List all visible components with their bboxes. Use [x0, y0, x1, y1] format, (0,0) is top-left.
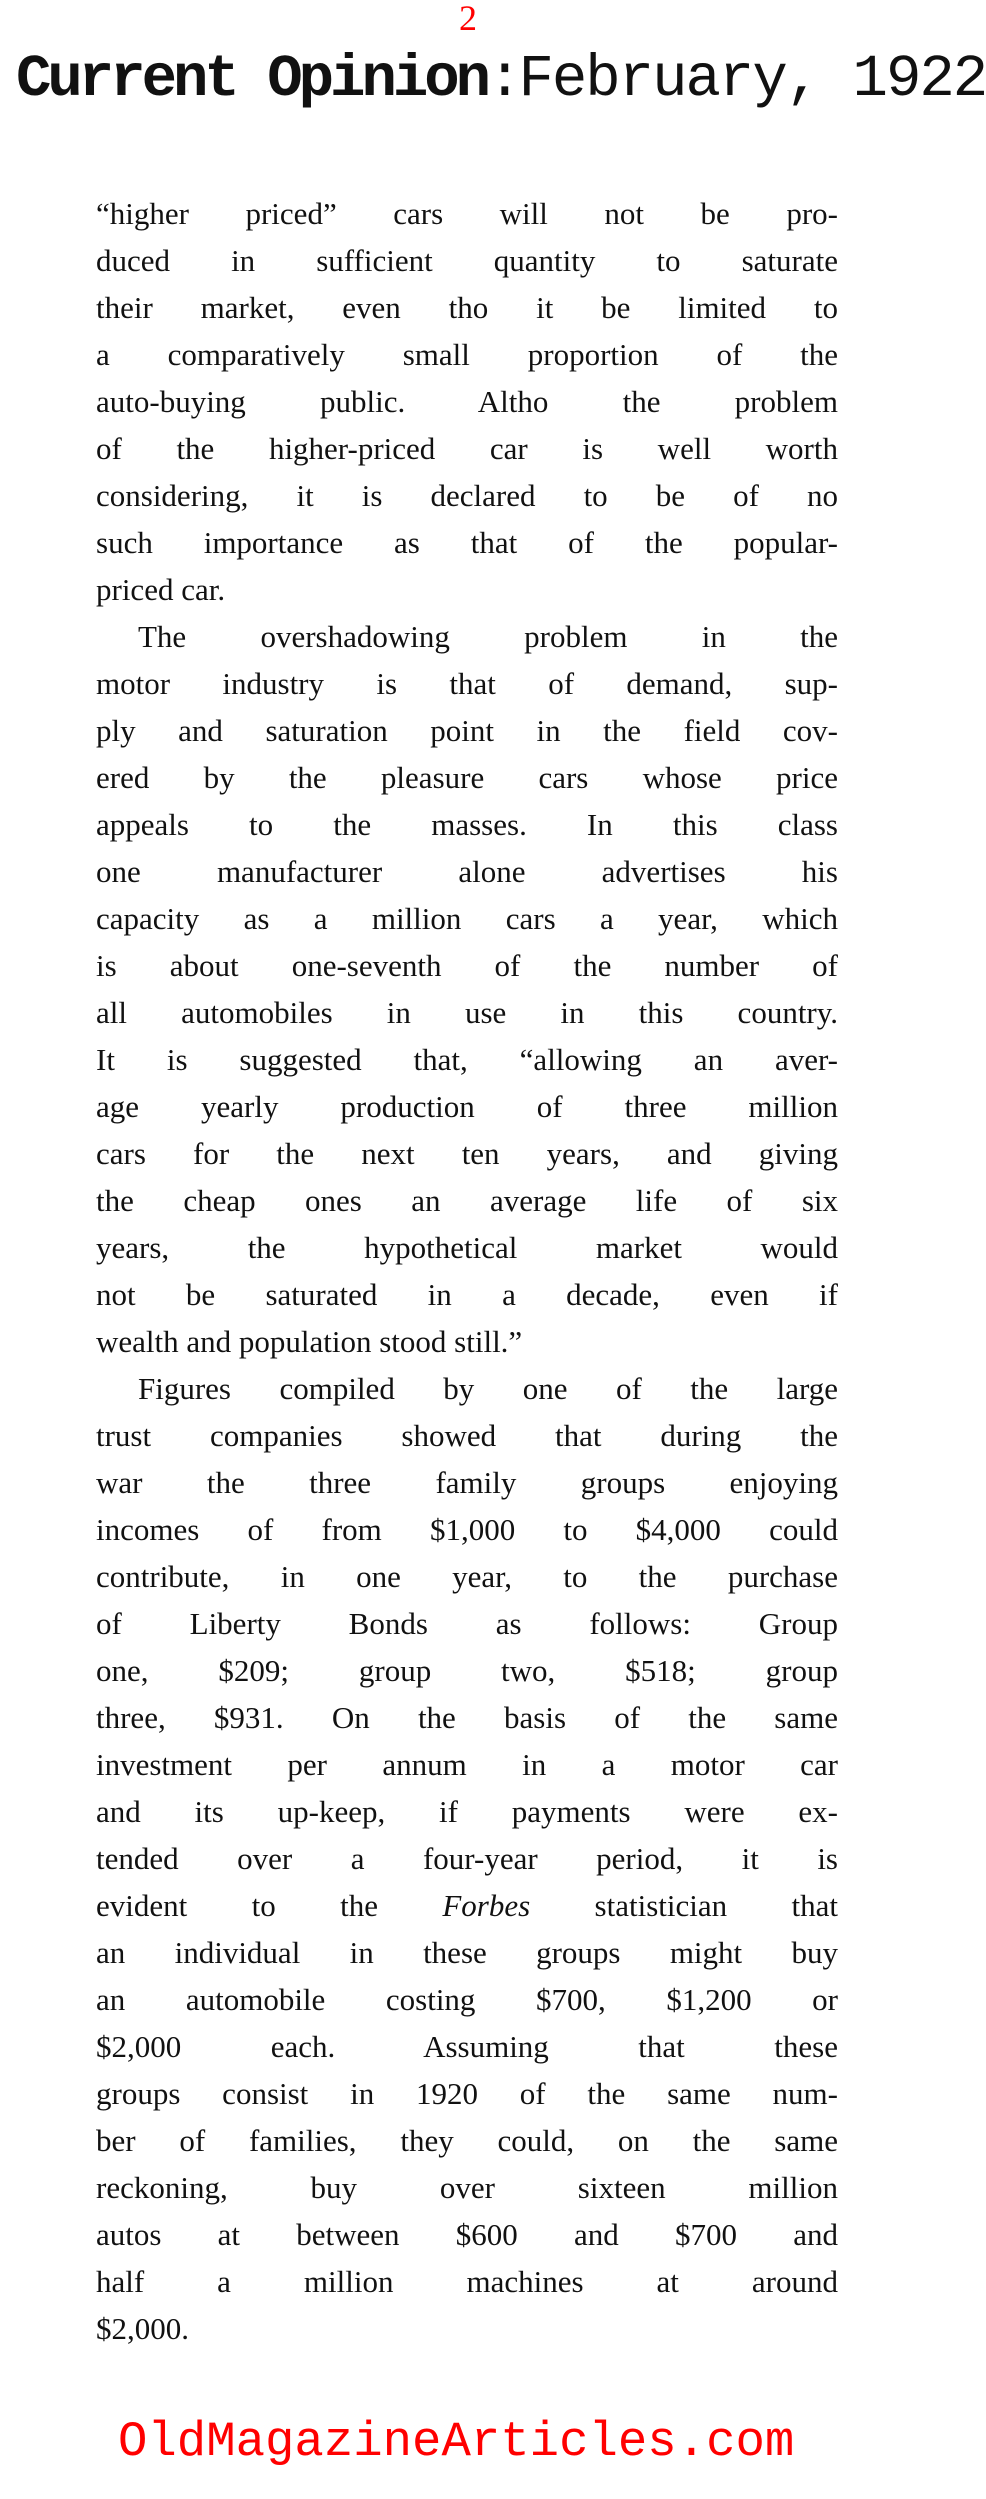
text-line: years, the hypothetical market would	[96, 1230, 838, 1265]
text-line: and its up-keep, if payments were ex-	[96, 1794, 838, 1829]
publication-name-italic: Forbes	[442, 1888, 531, 1923]
text-line: It is suggested that, “allowing an aver-	[96, 1042, 838, 1077]
text-line: cars for the next ten years, and giving	[96, 1136, 838, 1171]
text-line: Figures compiled by one of the large	[138, 1371, 838, 1406]
text-line: reckoning, buy over sixteen million	[96, 2170, 838, 2205]
text-line: half a million machines at around	[96, 2264, 838, 2299]
text-line: priced car.	[96, 572, 226, 607]
text-line: an individual in these groups might buy	[96, 1935, 838, 1970]
paragraph	[96, 190, 838, 613]
text-line-forbes	[96, 1882, 838, 1929]
text-line: three, $931. On the basis of the same	[96, 1700, 838, 1735]
text-line: age yearly production of three million	[96, 1089, 838, 1124]
text-fragment: evident to the	[96, 1888, 443, 1923]
paragraph	[96, 1365, 838, 2352]
text-line: contribute, in one year, to the purchase	[96, 1559, 838, 1594]
text-line: ply and saturation point in the field cov-	[96, 713, 838, 748]
text-line: wealth and population stood still.”	[96, 1324, 523, 1359]
text-line: duced in sufficient quantity to saturate	[96, 243, 838, 278]
text-line: is about one-seventh of the number of	[96, 948, 838, 983]
text-line: The overshadowing problem in the	[138, 619, 838, 654]
page-number: 2	[459, 0, 477, 38]
text-line: auto-buying public. Altho the problem	[96, 384, 838, 419]
text-line: appeals to the masses. In this class	[96, 807, 838, 842]
text-line: all automobiles in use in this country.	[96, 995, 838, 1030]
text-line: one, $209; group two, $518; group	[96, 1653, 838, 1688]
text-line: capacity as a million cars a year, which	[96, 901, 838, 936]
text-line: not be saturated in a decade, even if	[96, 1277, 838, 1312]
text-line: investment per annum in a motor car	[96, 1747, 838, 1782]
text-line: a comparatively small proportion of the	[96, 337, 838, 372]
masthead-separator: :	[487, 46, 519, 113]
text-line: their market, even tho it be limited to	[96, 290, 838, 325]
issue-date: February, 1922	[518, 46, 986, 113]
text-line: war the three family groups enjoying	[96, 1465, 838, 1500]
text-fragment: statistician that	[530, 1888, 838, 1923]
article-body	[96, 190, 838, 2352]
text-line: $2,000 each. Assuming that these	[96, 2029, 838, 2064]
text-line: one manufacturer alone advertises his	[96, 854, 838, 889]
text-line: an automobile costing $700, $1,200 or	[96, 1982, 838, 2017]
publication-title: Current Opinion	[16, 46, 488, 113]
text-line: incomes of from $1,000 to $4,000 could	[96, 1512, 838, 1547]
text-line: of the higher-priced car is well worth	[96, 431, 838, 466]
text-line: trust companies showed that during the	[96, 1418, 838, 1453]
paragraph	[96, 613, 838, 1365]
text-line: autos at between $600 and $700 and	[96, 2217, 838, 2252]
text-line: tended over a four-year period, it is	[96, 1841, 838, 1876]
text-line: $2,000.	[96, 2311, 189, 2346]
text-line: ered by the pleasure cars whose price	[96, 760, 838, 795]
text-line: the cheap ones an average life of six	[96, 1183, 838, 1218]
text-line: such importance as that of the popular-	[96, 525, 838, 560]
text-line: ber of families, they could, on the same	[96, 2123, 838, 2158]
site-watermark: OldMagazineArticles.com	[118, 2414, 795, 2470]
text-line: “higher priced” cars will not be pro-	[96, 196, 838, 231]
text-line: motor industry is that of demand, sup-	[96, 666, 838, 701]
text-line: of Liberty Bonds as follows: Group	[96, 1606, 838, 1641]
text-line: groups consist in 1920 of the same num-	[96, 2076, 838, 2111]
masthead	[16, 44, 986, 116]
text-line: considering, it is declared to be of no	[96, 478, 838, 513]
